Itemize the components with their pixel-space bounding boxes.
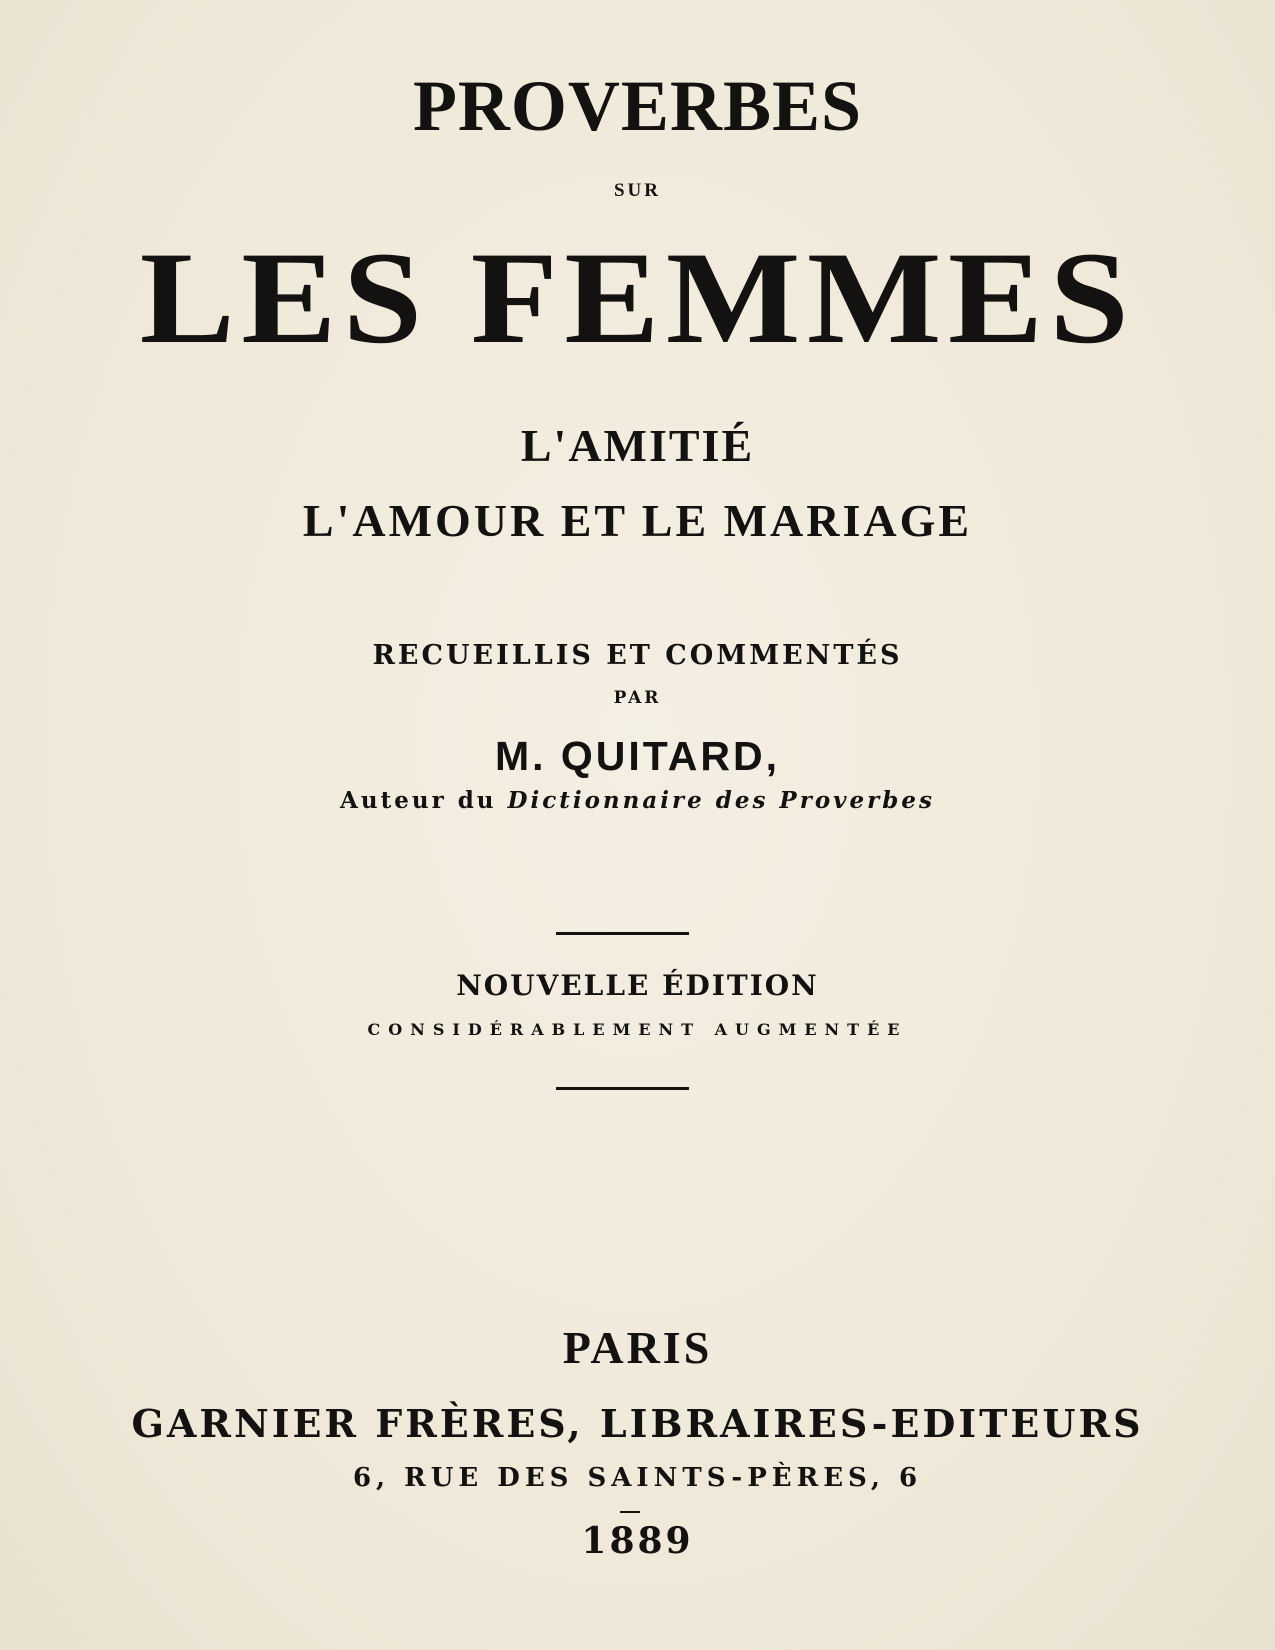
author-role bbox=[0, 789, 1275, 812]
par-label: PAR bbox=[613, 688, 662, 708]
small-divider-rule bbox=[620, 1511, 640, 1513]
subtitle-line-1: L'AMITIÉ bbox=[520, 420, 755, 471]
divider-rule bbox=[556, 1087, 689, 1090]
subtitle-line-2: L'AMOUR ET LE MARIAGE bbox=[302, 495, 973, 546]
title-top: PROVERBES bbox=[412, 66, 863, 146]
author-role-prefix: Auteur du bbox=[340, 787, 508, 814]
main-title: LES FEMMES bbox=[139, 224, 1136, 371]
publication-city: PARIS bbox=[562, 1322, 713, 1373]
divider-rule bbox=[556, 932, 689, 935]
publisher-name: GARNIER FRÈRES, LIBRAIRES-EDITEURS bbox=[131, 1401, 1144, 1446]
edition-label: NOUVELLE ÉDITION bbox=[456, 969, 819, 1002]
author-role-work: Dictionnaire des Proverbes bbox=[507, 787, 935, 814]
title-sur: SUR bbox=[613, 180, 661, 201]
edition-note: CONSIDÉRABLEMENT AUGMENTÉE bbox=[367, 1020, 908, 1039]
publisher-address: 6, RUE DES SAINTS-PÈRES, 6 bbox=[352, 1463, 923, 1493]
publication-year: 1889 bbox=[581, 1520, 694, 1562]
collected-line: RECUEILLIS ET COMMENTÉS bbox=[372, 640, 903, 671]
author-name: M. QUITARD, bbox=[494, 733, 781, 779]
